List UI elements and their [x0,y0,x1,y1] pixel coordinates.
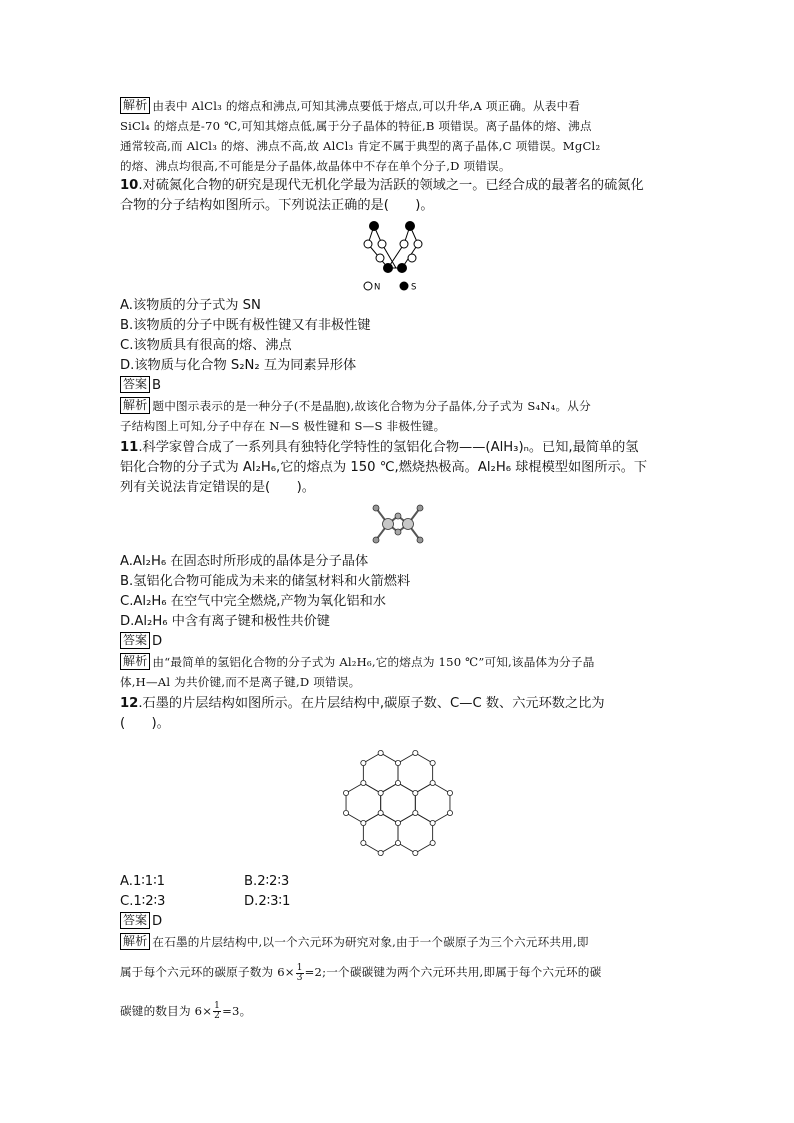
question-12 [120,694,675,1021]
carbon-atom [430,820,435,825]
carbon-atom [412,790,417,795]
carbon-atom [395,760,400,765]
question-stem: .对硫氮化合物的研究是现代无机化学最为活跃的领域之一。已经合成的最著名的硫氮化 [138,178,644,193]
question-stem: 列有关说法肯定错误的是( )。 [120,480,315,495]
carbon-atom [395,840,400,845]
question-stem: .石墨的片层结构如图所示。在片层结构中,碳原子数、C—C 数、六元环数之比为 [138,696,605,711]
analysis-tag: 解析 [120,933,150,950]
fraction-denominator: 3 [296,972,303,983]
carbon-atom [412,850,417,855]
option-a: A.1∶1∶1 [120,874,166,889]
hexagon-ring [346,783,381,823]
carbon-atom [378,790,383,795]
answer-value: D [152,634,163,649]
carbon-atom [430,760,435,765]
analysis-text: 属于每个六元环的碳原子数为 6× [120,965,295,979]
legend-s-label: S [410,282,416,292]
carbon-atom [447,810,452,815]
analysis-text: 题中图示表示的是一种分子(不是晶胞),故该化合物为分子晶体,分子式为 S₄N₄。从分 [152,399,591,413]
fraction-one-third [296,964,304,983]
option-c: C.Al₂H₆ 在空气中完全燃烧,产物为氧化铝和水 [120,594,386,609]
analysis-tag: 解析 [120,97,150,114]
analysis-text: SiCl₄ 的熔点是-70 ℃,可知其熔点低,属于分子晶体的特征,B 项错误。离子晶体的熔、沸点 [120,119,592,133]
option-d: D.2∶3∶1 [244,894,291,909]
analysis-text: 由“最简单的氢铝化合物的分子式为 Al₂H₆,它的熔点为 150 ℃”可知,该晶体为分子晶 [152,655,595,669]
analysis-text: 子结构图上可知,分子中存在 N—S 极性键和 S—S 非极性键。 [120,419,446,433]
answer-tag: 答案 [120,912,150,929]
analysis-text: 的熔、沸点均很高,不可能是分子晶体,故晶体中不存在单个分子,D 项错误。 [120,159,511,173]
question-number: 12 [120,696,139,711]
option-a: A.Al₂H₆ 在固态时所形成的晶体是分子晶体 [120,554,369,569]
page [120,96,675,1021]
fraction-one-half [213,1002,221,1021]
analysis-tag: 解析 [120,397,150,414]
carbon-atom [412,810,417,815]
legend-n-label: N [373,282,380,292]
analysis-text: 碳键的数目为 6× [120,1003,213,1018]
carbon-atom [378,810,383,815]
question-stem: 合物的分子结构如图所示。下列说法正确的是( )。 [120,198,434,213]
carbon-atom [378,750,383,755]
answer-tag: 答案 [120,376,150,393]
fraction-numerator: 1 [214,1001,221,1011]
al2h6-ball-stick-figure [366,502,430,548]
analysis-text: 通常较高,而 AlCl₃ 的熔、沸点不高,故 AlCl₃ 肯定不属于典型的离子晶体,C 项错误。MgCl₂ [120,139,601,153]
carbon-atom [360,840,365,845]
carbon-atom [412,750,417,755]
question-10 [120,176,675,436]
fraction-numerator: 1 [296,962,303,973]
hexagon-ring [398,753,433,793]
carbon-atom [395,780,400,785]
answer-tag: 答案 [120,632,150,649]
hexagon-ring [363,753,398,793]
analysis-text: =3。 [222,1003,252,1018]
option-c: C.该物质具有很高的熔、沸点 [120,338,292,353]
carbon-atom [360,760,365,765]
carbon-atom [430,780,435,785]
option-b: B.氢铝化合物可能成为未来的储氢材料和火箭燃料 [120,574,411,589]
option-b: B.2∶2∶3 [244,874,290,889]
analysis-text: 体,H—Al 为共价键,而不是离子键,D 项错误。 [120,675,361,689]
option-d: D.该物质与化合物 S₂N₂ 互为同素异形体 [120,358,357,373]
carbon-atom [360,820,365,825]
q9-analysis [120,96,675,176]
analysis-text: 在石墨的片层结构中,以一个六元环为研究对象,由于一个碳原子为三个六元环共用,即 [152,935,589,949]
hexagon-ring [398,813,433,853]
carbon-atom [395,820,400,825]
option-b: B.该物质的分子中既有极性键又有非极性键 [120,318,371,333]
s4n4-structure-figure [358,220,438,292]
question-number: 11 [120,440,139,455]
question-stem: .科学家曾合成了一系列具有独特化学特性的氢铝化合物——(AlH₃)ₙ。已知,最简单的氢 [138,440,639,455]
analysis-text: 由表中 AlCl₃ 的熔点和沸点,可知其沸点要低于熔点,可以升华,A 项正确。从表中看 [152,99,581,113]
analysis-tag: 解析 [120,653,150,670]
hexagon-ring [363,813,398,853]
fraction-denominator: 2 [214,1011,221,1021]
carbon-atom [343,790,348,795]
hexagon-ring [415,783,450,823]
carbon-atom [378,850,383,855]
question-number: 10 [120,178,139,193]
hexagon-ring [380,783,415,823]
carbon-atom [343,810,348,815]
answer-value: B [152,378,162,393]
analysis-text: =2;一个碳碳键为两个六元环共用,即属于每个六元环的碳 [304,965,602,979]
question-11 [120,438,675,692]
option-d: D.Al₂H₆ 中含有离子键和极性共价键 [120,614,330,629]
graphite-layer-figure [335,742,461,864]
carbon-atom [430,840,435,845]
carbon-atom [360,780,365,785]
option-c: C.1∶2∶3 [120,894,166,909]
question-stem: 铝化合物的分子式为 Al₂H₆,它的熔点为 150 ℃,燃烧热极高。Al₂H₆ 球棍模型如图所示。下 [120,460,648,475]
carbon-atom [447,790,452,795]
question-stem: ( )。 [120,716,170,731]
answer-value: D [152,914,163,929]
option-a: A.该物质的分子式为 SN [120,298,261,313]
